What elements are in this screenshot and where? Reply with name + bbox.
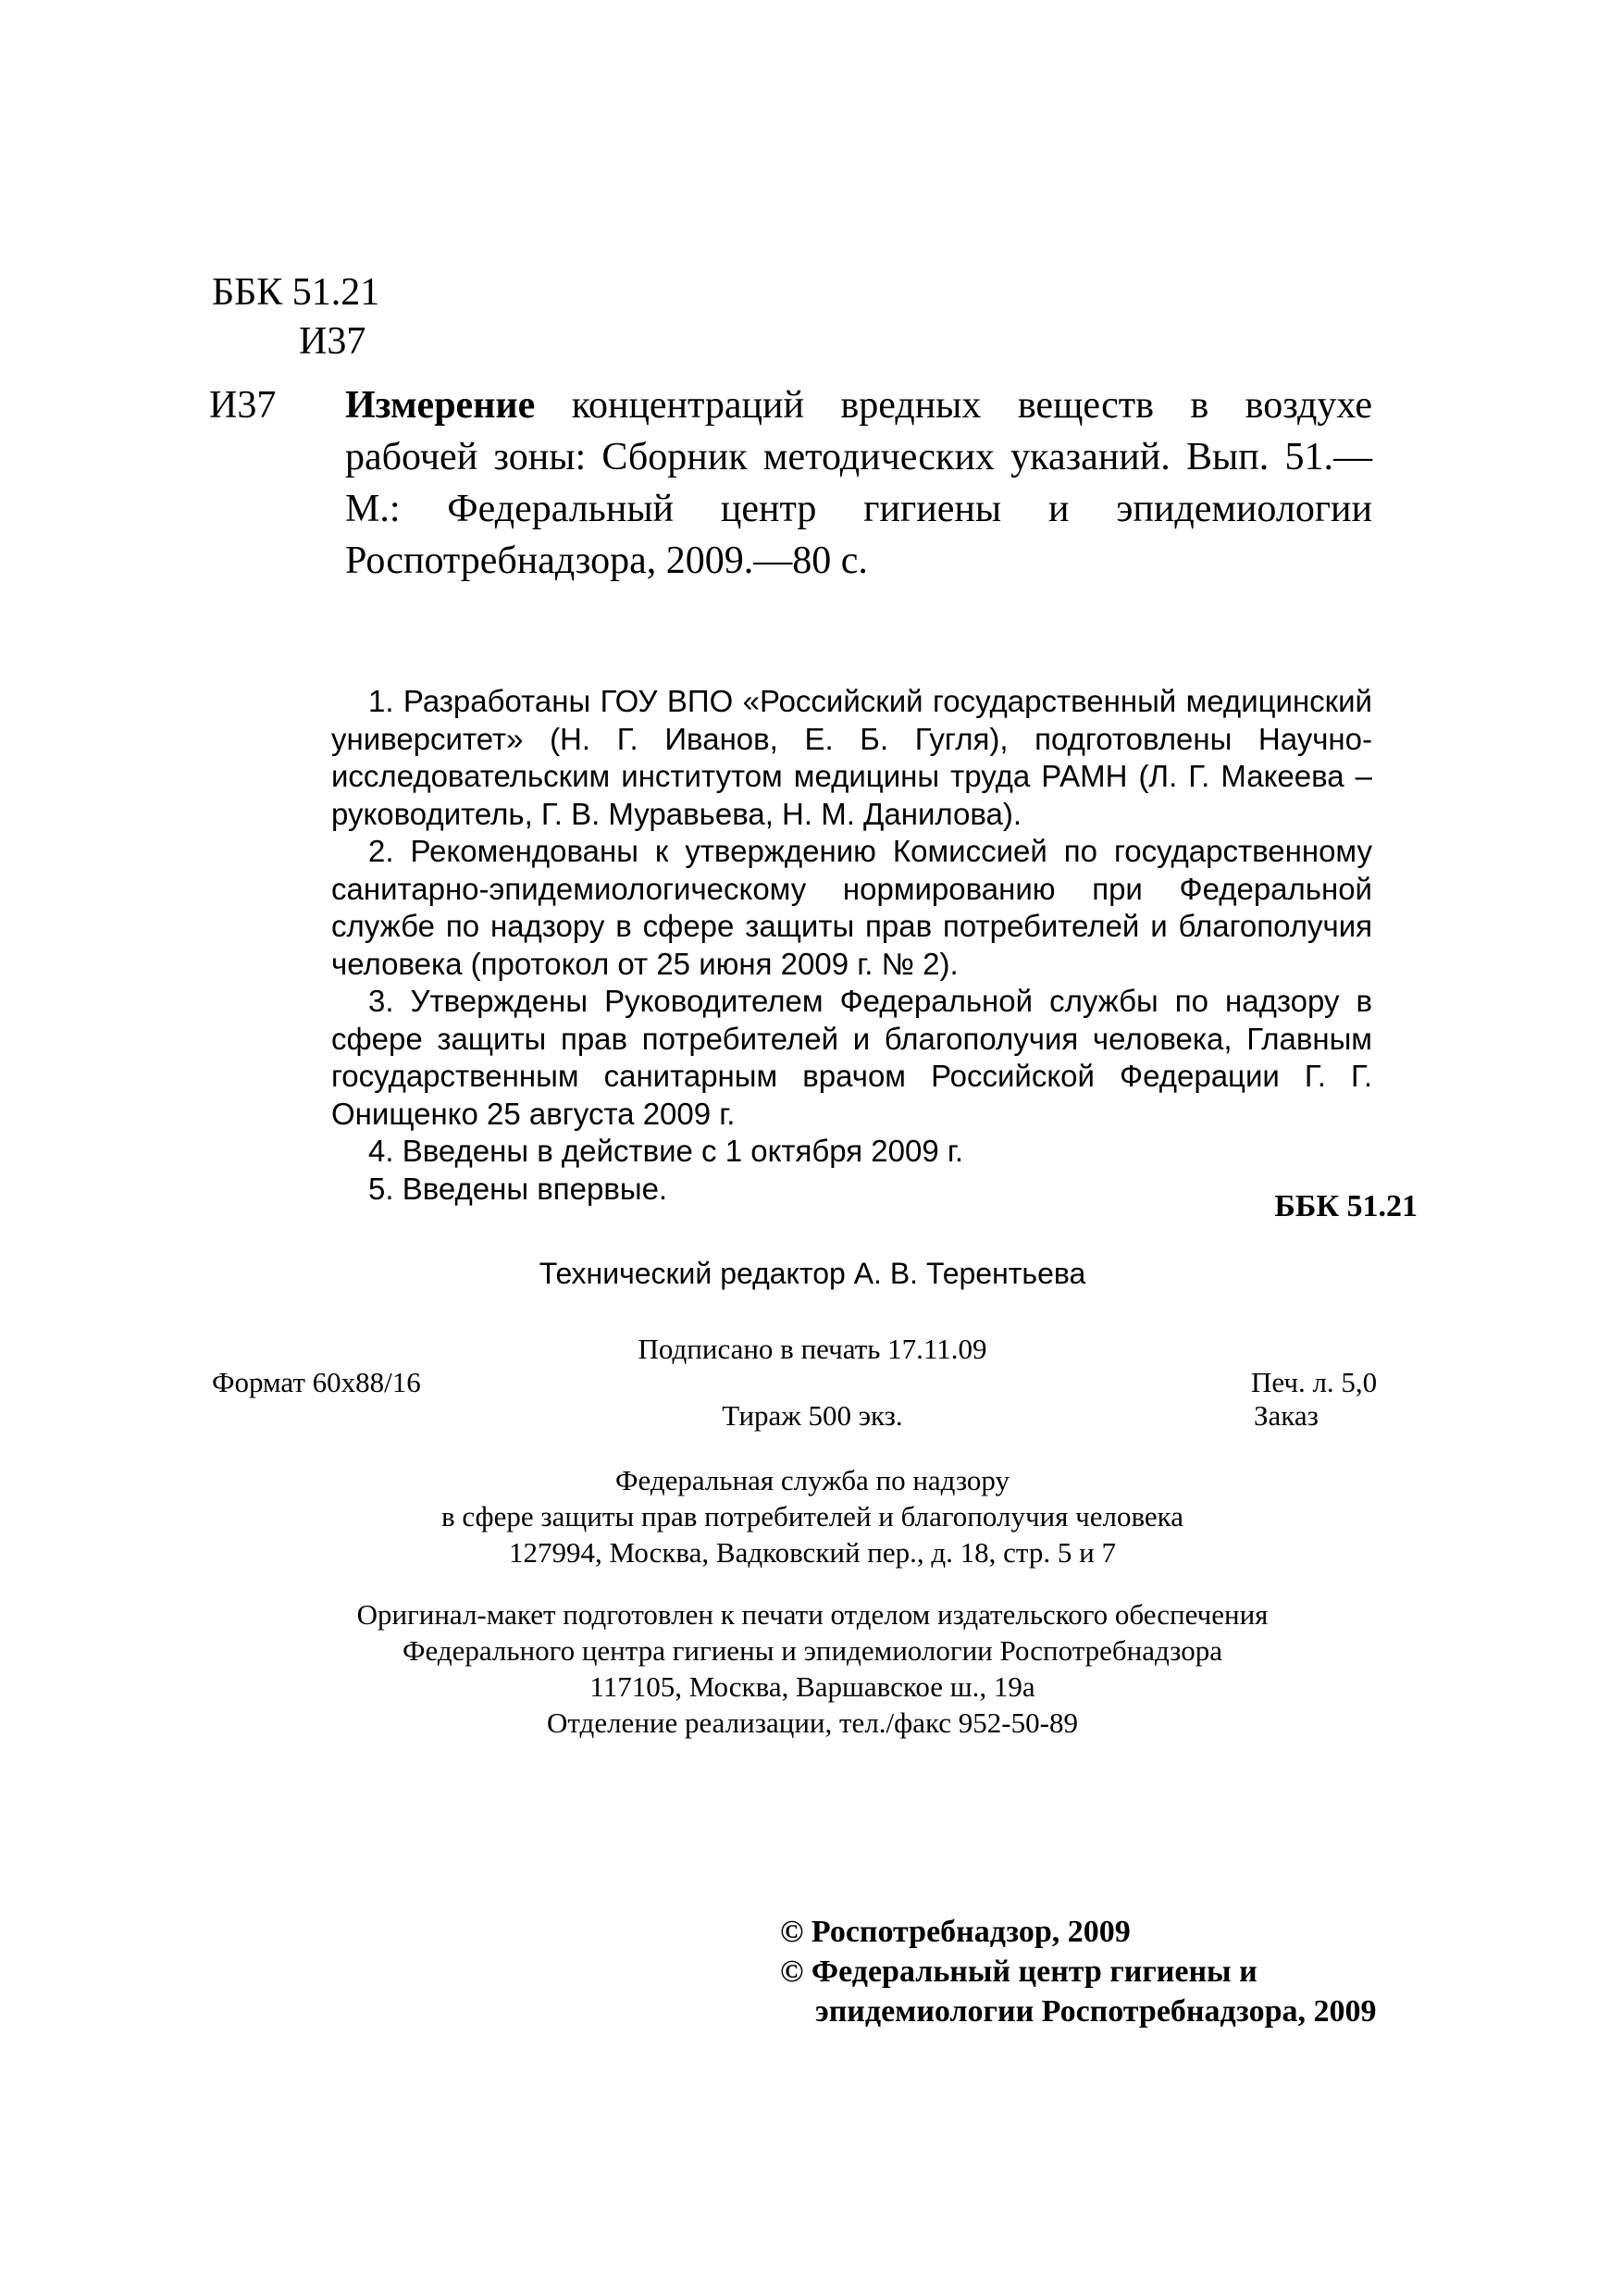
layout-line: Оригинал-макет подготовлен к печати отделом издательского обеспечения [356,1598,1269,1631]
copyright-block [780,1912,1446,2031]
layout-prepared-block [278,1596,1347,1741]
bibliographic-title [345,379,1372,587]
copyright-line: эпидемиологии Роспотребнадзора, 2009 [815,1994,1377,2029]
copyright-line: © Федеральный центр гигиены и [780,1955,1258,1989]
note-item: 1. Разработаны ГОУ ВПО «Российский государственный медицинский университет» (Н. Г. Иванов, Е. Б. Гугля), подготовлены Научно-исследовательским институтом медицины труда РАМН (Л. Г. Макеева – руководитель, Г. В. Муравьева, Н. М. Данилова). [331,684,1372,831]
title-bold-word: Измерение [345,384,536,427]
technical-editor: Технический редактор А. В. Терентьева [539,1257,1086,1290]
title-rest: концентраций вредных веществ в воздухе рабочей зоны: Сборник методических указаний. Вып. 51.—М.: Федеральный центр гигиены и эпидемиологии Роспотребнадзора, 2009.—80 с. [345,384,1372,582]
bbk-index-bottom: ББК 51.21 [1274,1189,1418,1223]
note-item: 2. Рекомендованы к утверждению Комиссией по государственному санитарно-эпидемиологическому нормированию при Федеральной службе по надзору в сфере защиты прав потребителей и благополучия человека (протокол от 25 июня 2009 г. № 2). [331,834,1372,981]
note-item: 3. Утверждены Руководителем Федеральной службы по надзору в сфере защиты прав потребителей и благополучия человека, Главным государственным санитарным врачом Российской Федерации Г. Г. Онищенко 25 августа 2009 г. [331,984,1372,1131]
publisher-line: в сфере защиты прав потребителей и благополучия человека [440,1500,1184,1533]
publisher-line: Федеральная служба по надзору [615,1464,1010,1496]
paper-format: Формат 60x88/16 [212,1366,421,1398]
print-run: Тираж 500 экз. [722,1399,903,1432]
signed-to-print: Подписано в печать 17.11.09 [638,1333,987,1365]
layout-line: Отделение реализации, тел./факс 952-50-89 [547,1706,1078,1739]
note-item: 4. Введены в действие с 1 октября 2009 г. [368,1134,964,1168]
publisher-line: 127994, Москва, Вадковский пер., д. 18, стр. 5 и 7 [509,1536,1116,1569]
development-notes [331,683,1372,1208]
layout-line: Федерального центра гигиены и эпидемиологии Роспотребнадзора [403,1634,1222,1667]
author-code-left: И37 [209,384,277,427]
publisher-block [278,1462,1347,1570]
author-code-top: И37 [299,320,366,363]
layout-line: 117105, Москва, Варшавское ш., 19а [589,1670,1035,1703]
printed-sheets: Печ. л. 5,0 [1251,1366,1378,1398]
order-number: Заказ [1254,1399,1319,1432]
note-item: 5. Введены впервые. [368,1171,668,1206]
bbk-index-top: ББК 51.21 [212,271,380,314]
copyright-line: © Роспотребнадзор, 2009 [780,1915,1131,1949]
